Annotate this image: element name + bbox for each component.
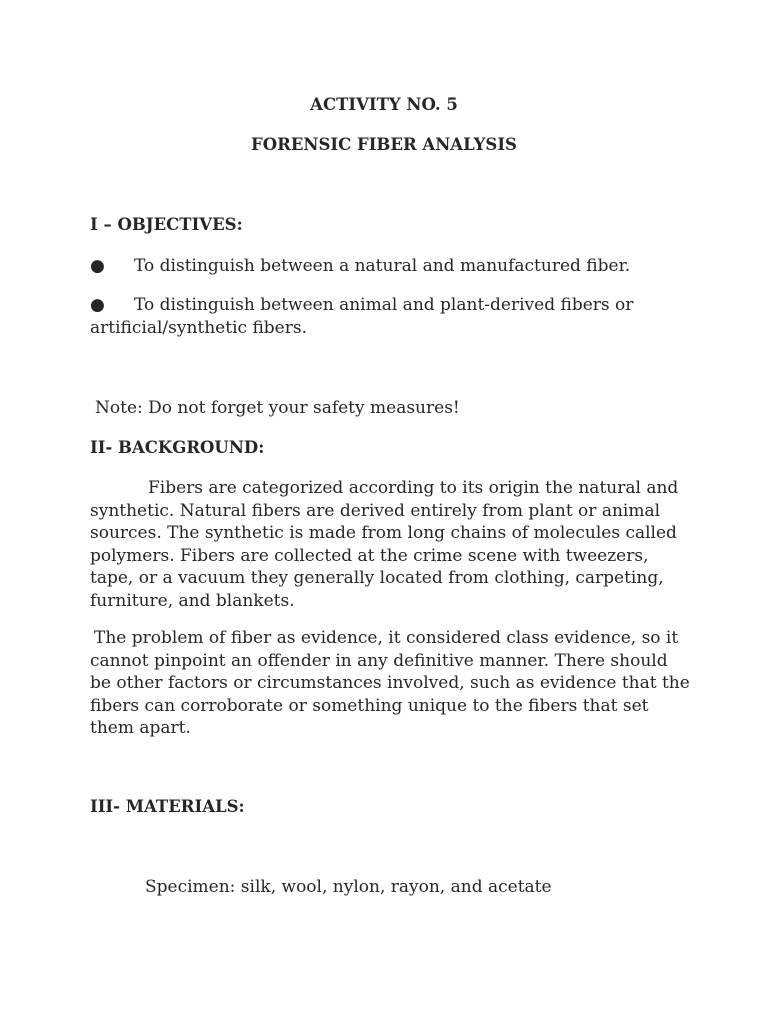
objective-item xyxy=(90,255,690,278)
materials-heading: III- MATERIALS: xyxy=(90,797,245,816)
specimen-line: Specimen: silk, wool, nylon, rayon, and acetate xyxy=(145,877,552,897)
background-heading: II- BACKGROUND: xyxy=(90,438,265,457)
objective-text: To distinguish between animal and plant-derived fibers or artificial/synthetic fibers. xyxy=(90,295,634,338)
safety-note: Note: Do not forget your safety measures! xyxy=(95,398,460,418)
bullet-icon: ● xyxy=(90,256,105,276)
background-paragraph-2: The problem of fiber as evidence, it considered class evidence, so it cannot pinpoint an offender in any definitive manner. There should be other factors or circumstances involved, such as evidence that the fibers can corroborate or something unique to the fibers that set them apart. xyxy=(90,628,690,738)
objective-text: To distinguish between a natural and manufactured fiber. xyxy=(134,256,631,276)
activity-title: ACTIVITY NO. 5 xyxy=(310,95,458,114)
objectives-heading: I – OBJECTIVES: xyxy=(90,215,243,234)
bullet-icon: ● xyxy=(90,295,105,315)
activity-subtitle: FORENSIC FIBER ANALYSIS xyxy=(251,135,517,154)
background-paragraph-1: Fibers are categorized according to its origin the natural and synthetic. Natural fibers are derived entirely from plant or animal sources. The synthetic is made from long chains of molecules called polymers. Fibers are collected at the crime scene with tweezers, tape, or a vacuum they generally located from clothing, carpeting, furniture, and blankets. xyxy=(90,478,679,611)
objective-item xyxy=(90,294,690,339)
